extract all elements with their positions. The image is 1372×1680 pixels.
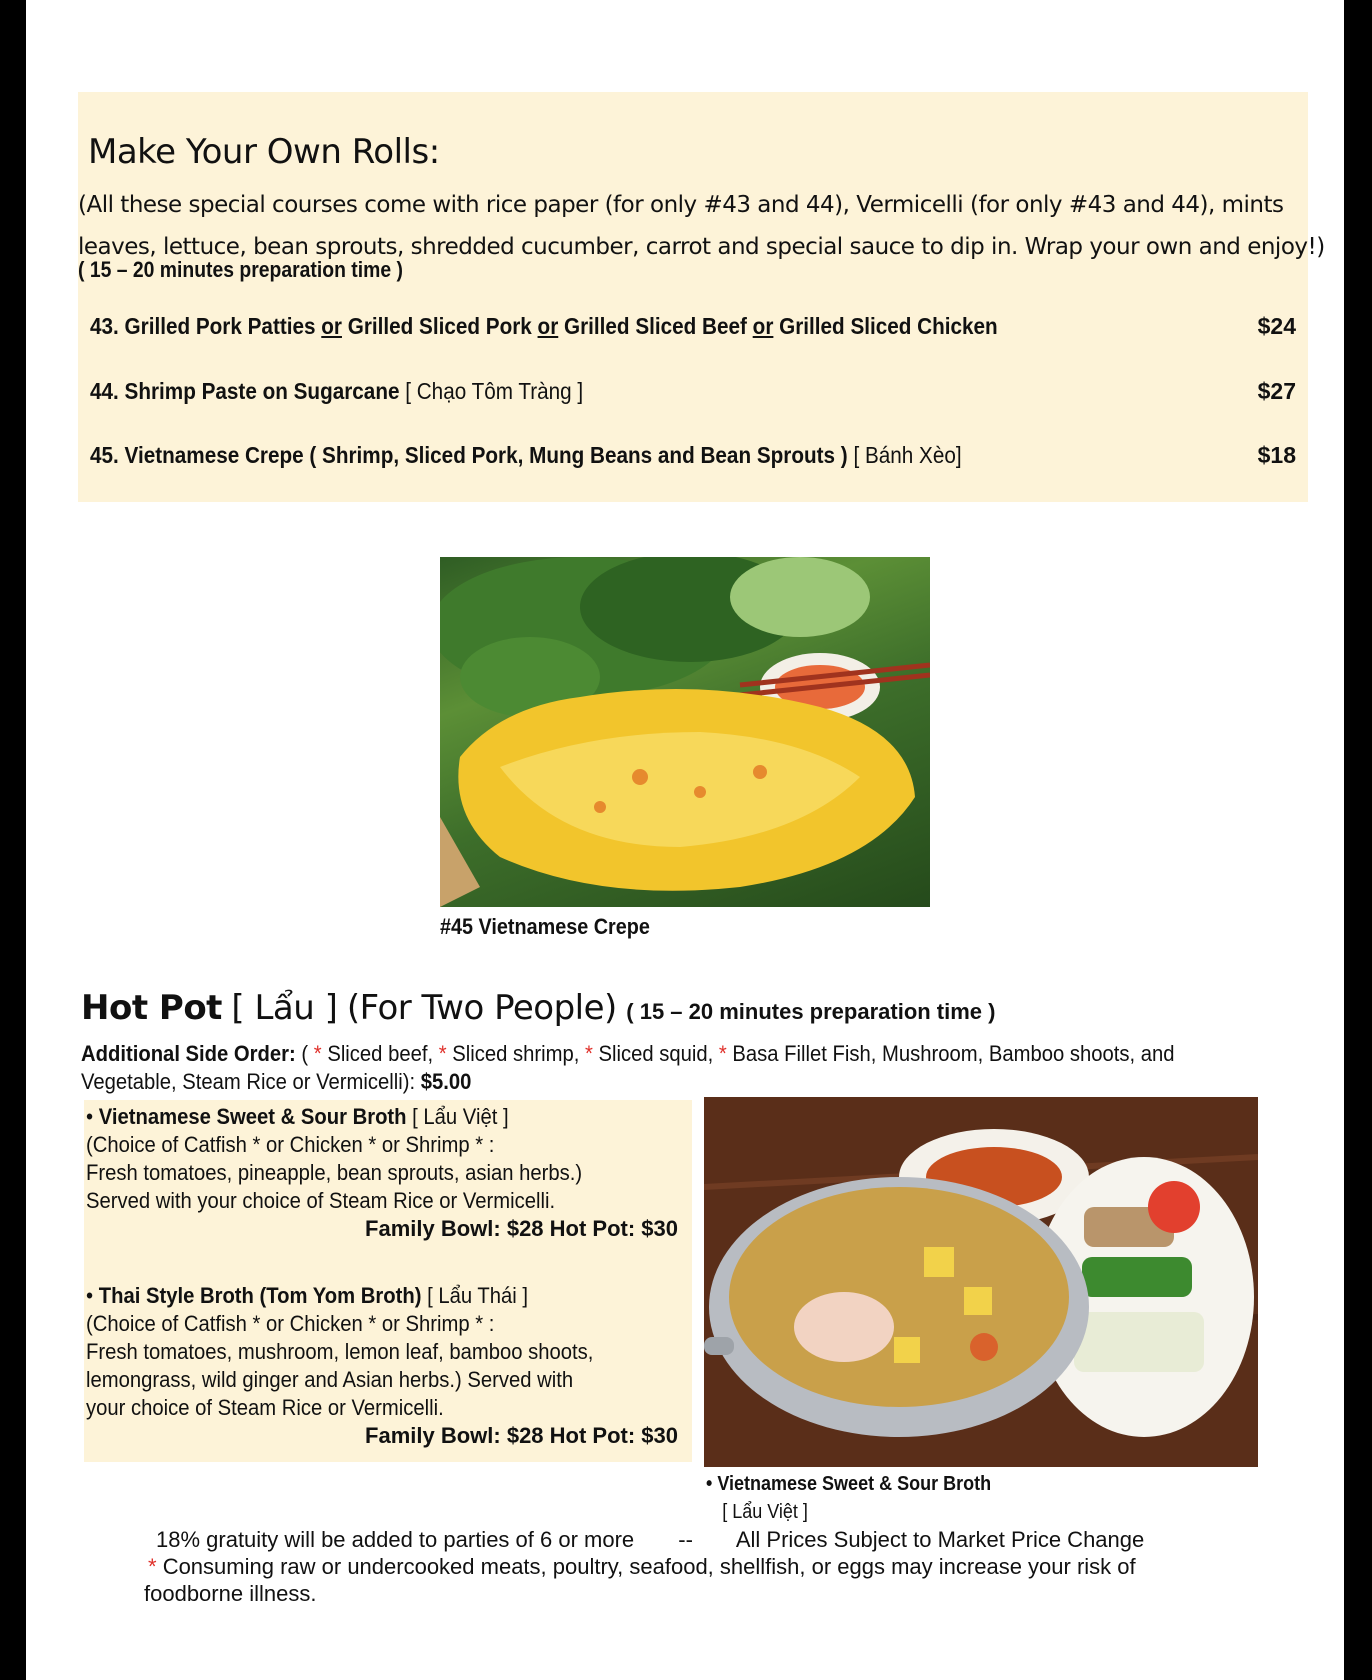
rolls-prep-time: ( 15 – 20 minutes preparation time )	[78, 257, 403, 282]
menu-item-43	[90, 313, 1296, 349]
star-marker: *	[438, 1041, 447, 1066]
side-order-open: (	[301, 1041, 309, 1066]
rolls-description-line2: leaves, lettuce, bean sprouts, shredded cucumber, carrot and special sauce to dip in. Wrap your own and enjoy!)	[78, 234, 1325, 260]
menu-footer	[144, 1526, 1294, 1607]
consumer-warning-line2: foodborne illness.	[144, 1581, 317, 1606]
footer-separator: --	[678, 1527, 693, 1552]
item-price: $27	[1257, 378, 1296, 404]
hotpot-photo-caption-name: Vietnamese Sweet & Sour Broth	[717, 1473, 992, 1495]
bullet: •	[706, 1473, 713, 1495]
menu-item-44	[90, 378, 1296, 414]
choice-or-chicken: or Chicken	[266, 1132, 363, 1157]
item-name-part1: Grilled Pork Patties	[124, 313, 316, 339]
star-marker: *	[584, 1041, 593, 1066]
choice-or-shrimp: or Shrimp	[381, 1132, 470, 1157]
side-sliced-squid: Sliced squid,	[598, 1041, 714, 1066]
bullet: •	[86, 1104, 94, 1129]
item-name-part3: Grilled Sliced Beef	[564, 313, 747, 339]
consumer-warning-line1: Consuming raw or undercooked meats, poultry, seafood, shellfish, or eggs may increase your risk of	[162, 1554, 1136, 1579]
side-order-rest-line2: Vegetable, Steam Rice or Vermicelli):	[81, 1069, 416, 1094]
item-number: 44.	[90, 378, 119, 404]
menu-page	[26, 0, 1344, 1680]
hotpot-vietnamese: [ Lẩu ]	[231, 988, 338, 1028]
hotpot-photo-caption-viet: [ Lẩu Việt ]	[722, 1501, 808, 1523]
menu-item-45	[90, 442, 1296, 478]
broth-thai-style	[86, 1282, 686, 1450]
star-marker: *	[252, 1311, 261, 1336]
choice-colon: :	[488, 1311, 495, 1336]
item-name-part2: Grilled Sliced Pork	[347, 313, 532, 339]
star-marker: *	[475, 1311, 484, 1336]
hotpot-illustration	[704, 1097, 1258, 1467]
hotpot-photo	[704, 1097, 1258, 1467]
side-order	[81, 1040, 1331, 1096]
item-name-part4: Grilled Sliced Chicken	[779, 313, 998, 339]
bullet: •	[86, 1283, 94, 1308]
broth-vietnamese-sweet-sour	[86, 1103, 686, 1243]
side-order-price: $5.00	[420, 1069, 472, 1094]
broth-desc-line3: your choice of Steam Rice or Vermicelli.	[86, 1395, 444, 1420]
item-price: $18	[1257, 442, 1296, 468]
star-marker: *	[368, 1311, 377, 1336]
star-marker: *	[475, 1132, 484, 1157]
side-order-label: Additional Side Order:	[81, 1041, 296, 1066]
choice-or-chicken: or Chicken	[266, 1311, 363, 1336]
side-order-rest-line1: Basa Fillet Fish, Mushroom, Bamboo shoots, and	[732, 1041, 1175, 1066]
hotpot-serving: (For Two People)	[346, 988, 617, 1028]
rolls-section-title: Make Your Own Rolls:	[88, 132, 440, 172]
gratuity-notice: 18% gratuity will be added to parties of 6 or more	[156, 1527, 635, 1552]
item-number: 45.	[90, 442, 119, 468]
choice-colon: :	[488, 1132, 495, 1157]
choice-or-shrimp: or Shrimp	[381, 1311, 470, 1336]
broth-prices: Family Bowl: $28 Hot Pot: $30	[365, 1216, 678, 1241]
star-marker: *	[313, 1041, 322, 1066]
choice-prefix: (Choice of Catfish	[86, 1311, 247, 1336]
hotpot-title-text: Hot Pot	[81, 988, 222, 1028]
crepe-illustration	[440, 557, 930, 907]
star-marker: *	[252, 1132, 261, 1157]
broth-desc-line2: lemongrass, wild ginger and Asian herbs.) Served with	[86, 1367, 574, 1392]
vietnamese-crepe-photo	[440, 557, 930, 907]
side-sliced-beef: Sliced beef,	[327, 1041, 434, 1066]
broth-vietnamese-name: [ Lẩu Việt ]	[412, 1104, 509, 1129]
broth-prices: Family Bowl: $28 Hot Pot: $30	[365, 1423, 678, 1448]
broth-name: Thai Style Broth (Tom Yom Broth)	[98, 1283, 422, 1308]
side-sliced-shrimp: Sliced shrimp,	[452, 1041, 580, 1066]
rolls-description	[78, 184, 1338, 268]
item-name: Vietnamese Crepe ( Shrimp, Sliced Pork, Mung Beans and Bean Sprouts )	[124, 442, 848, 468]
item-price: $24	[1257, 313, 1296, 339]
broth-desc-line2: Served with your choice of Steam Rice or Vermicelli.	[86, 1188, 556, 1213]
item-or-3: or	[752, 313, 774, 339]
broth-vietnamese-name: [ Lẩu Thái ]	[427, 1283, 528, 1308]
star-marker: *	[368, 1132, 377, 1157]
broth-desc-line1: Fresh tomatoes, pineapple, bean sprouts, asian herbs.)	[86, 1160, 583, 1185]
choice-prefix: (Choice of Catfish	[86, 1132, 247, 1157]
item-vietnamese-name: [ Chạo Tôm Tràng ]	[405, 378, 584, 404]
market-price-notice: All Prices Subject to Market Price Change	[735, 1527, 1145, 1552]
item-or-2: or	[537, 313, 559, 339]
hotpot-prep-time: ( 15 – 20 minutes preparation time )	[626, 999, 996, 1024]
item-number: 43.	[90, 313, 119, 339]
broth-name: Vietnamese Sweet & Sour Broth	[98, 1104, 407, 1129]
rolls-description-line1: (All these special courses come with rice paper (for only #43 and 44), Vermicelli (for only #43 and 44), mints	[78, 192, 1284, 218]
item-vietnamese-name: [ Bánh Xèo]	[853, 442, 962, 468]
item-name: Shrimp Paste on Sugarcane	[124, 378, 400, 404]
star-marker: *	[718, 1041, 727, 1066]
hotpot-title	[81, 988, 996, 1028]
item-or-1: or	[321, 313, 342, 339]
crepe-photo-caption: #45 Vietnamese Crepe	[440, 914, 650, 939]
hotpot-photo-caption	[706, 1470, 991, 1526]
broth-desc-line1: Fresh tomatoes, mushroom, lemon leaf, bamboo shoots,	[86, 1339, 594, 1364]
star-marker: *	[148, 1554, 157, 1579]
